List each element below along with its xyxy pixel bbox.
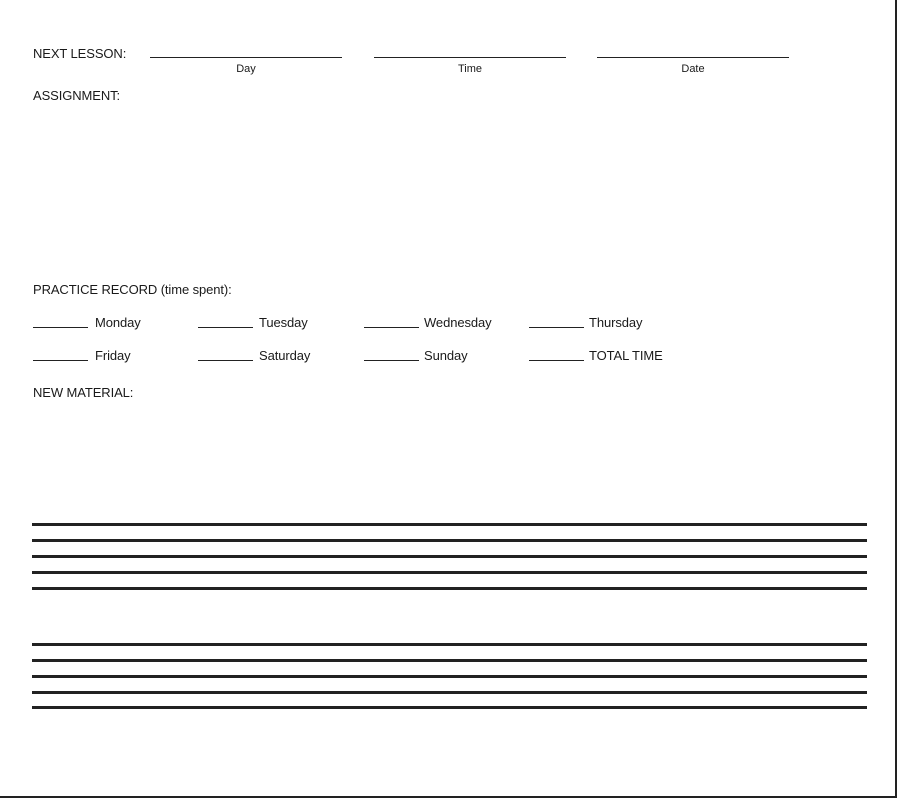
staff-line [32, 691, 867, 694]
new-material-label: NEW MATERIAL: [33, 385, 134, 400]
staff-line [32, 675, 867, 678]
friday-label: Friday [95, 348, 131, 363]
staff-line [32, 555, 867, 558]
staff-line [32, 659, 867, 662]
staff-line [32, 643, 867, 646]
total-time-label: TOTAL TIME [589, 348, 663, 363]
tuesday-blank[interactable] [198, 327, 253, 328]
wednesday-label: Wednesday [424, 315, 492, 330]
staff-line [32, 539, 867, 542]
staff-line [32, 587, 867, 590]
monday-label: Monday [95, 315, 141, 330]
friday-blank[interactable] [33, 360, 88, 361]
thursday-label: Thursday [589, 315, 643, 330]
wednesday-blank[interactable] [364, 327, 419, 328]
assignment-label: ASSIGNMENT: [33, 88, 121, 103]
saturday-label: Saturday [259, 348, 311, 363]
date-blank[interactable] [597, 57, 789, 58]
next-lesson-label: NEXT LESSON: [33, 46, 127, 61]
time-caption: Time [457, 63, 483, 75]
thursday-blank[interactable] [529, 327, 584, 328]
day-blank[interactable] [150, 57, 342, 58]
staff-line [32, 523, 867, 526]
new-material-area[interactable] [33, 405, 863, 510]
sunday-blank[interactable] [364, 360, 419, 361]
tuesday-label: Tuesday [259, 315, 308, 330]
total-time-blank[interactable] [529, 360, 584, 361]
day-caption: Day [236, 63, 256, 75]
monday-blank[interactable] [33, 327, 88, 328]
sunday-label: Sunday [424, 348, 468, 363]
practice-record-label: PRACTICE RECORD (time spent): [33, 282, 232, 297]
time-blank[interactable] [374, 57, 566, 58]
date-caption: Date [681, 63, 705, 75]
staff-line [32, 706, 867, 709]
saturday-blank[interactable] [198, 360, 253, 361]
assignment-area[interactable] [33, 110, 863, 270]
staff-line [32, 571, 867, 574]
